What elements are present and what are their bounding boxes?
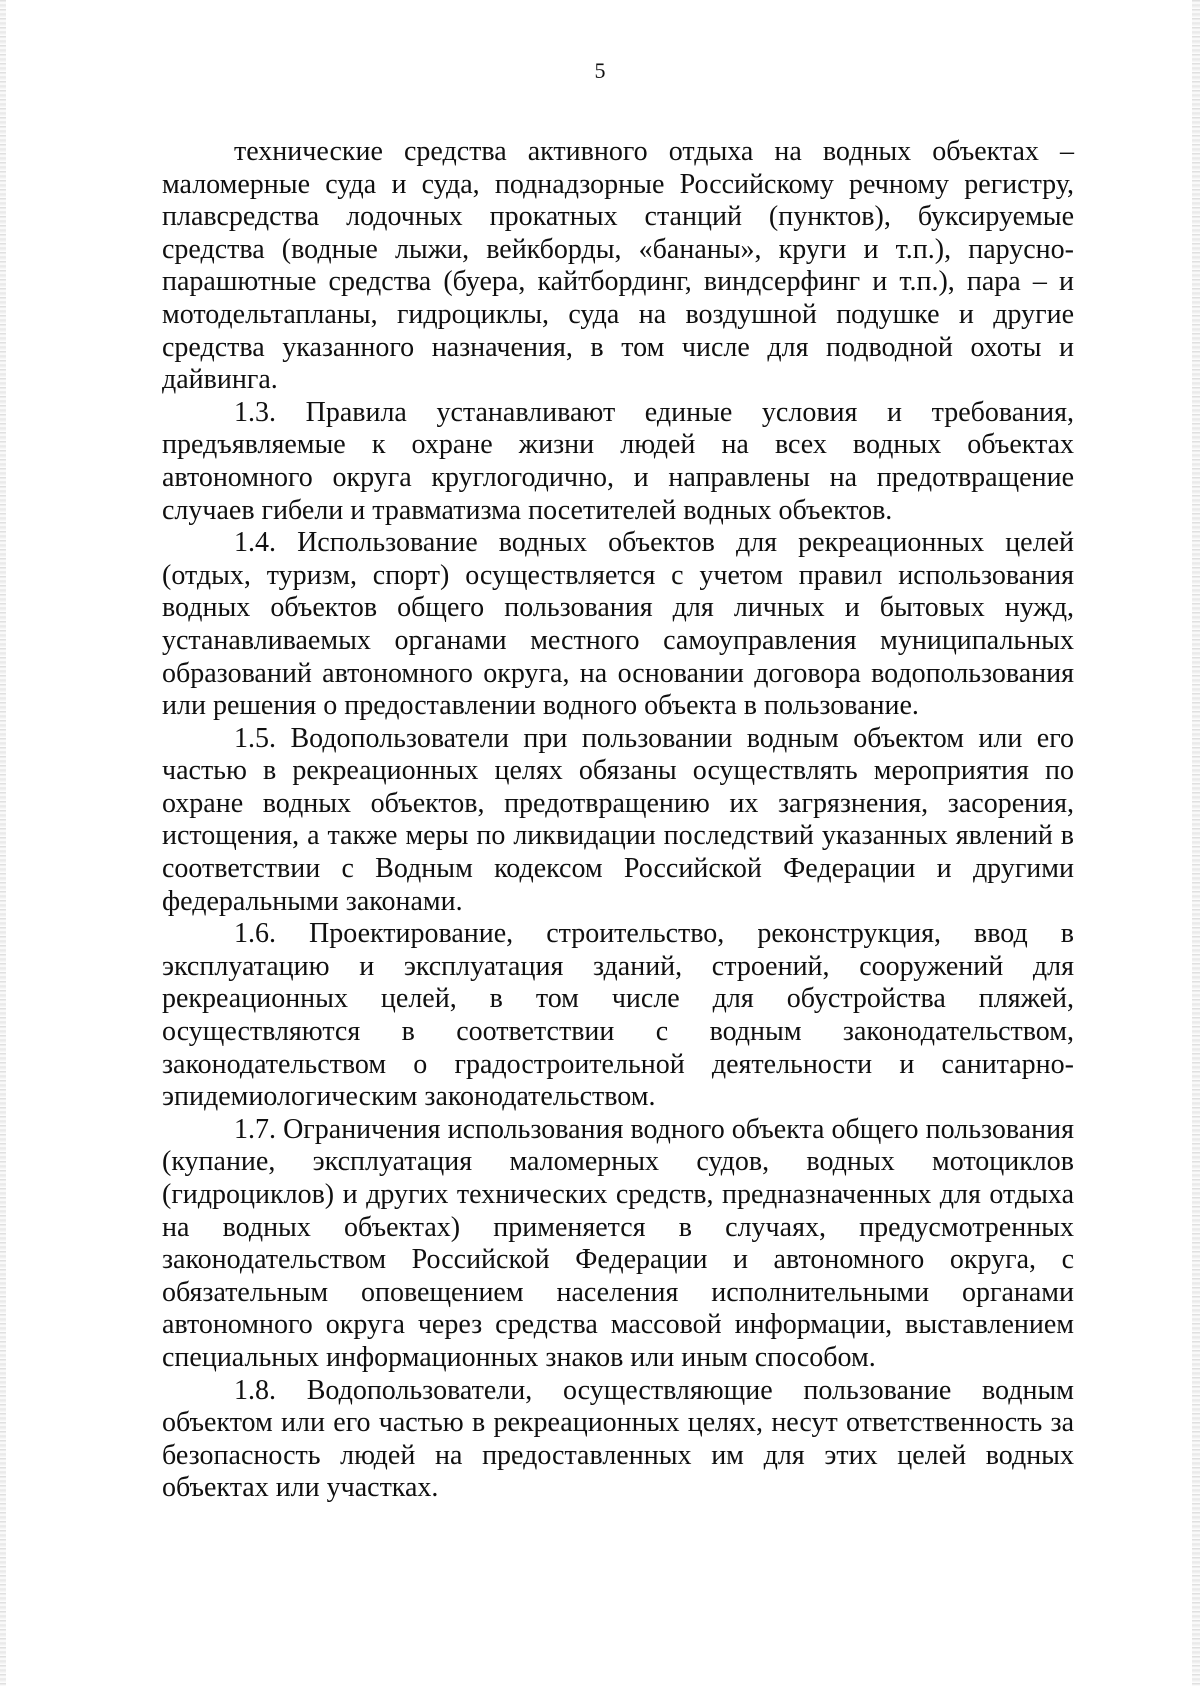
paragraph-1-7: 1.7. Ограничения использования водного объекта общего пользования (купание, эксплуатация маломерных судов, водных мотоциклов (гидроциклов) и других технических средств, предназначенных для отдыха на водных объектах) применяется в случаях, предусмотренных законодательством Российской Федерации и автономного округа, с обязательным оповещением населения исполнительными органами автономного округа через средства массовой информации, выставлением специальных информационных знаков или иным способом. (162, 1113, 1074, 1373)
scan-edge-right (1192, 0, 1200, 1686)
paragraph-1-8: 1.8. Водопользователи, осуществляющие пользование водным объектом или его частью в рекреационных целях, несут ответственность за безопасность людей на предоставленных им для этих целей водных объектах или участках. (162, 1374, 1074, 1504)
paragraph-1-3: 1.3. Правила устанавливают единые условия и требования, предъявляемые к охране жизни людей на всех водных объектах автономного округа круглогодично, и направлены на предотвращение случаев гибели и травматизма посетителей водных объектов. (162, 396, 1074, 526)
page-number: 5 (594, 58, 606, 83)
scan-edge-left (0, 0, 6, 1686)
paragraph-1-6: 1.6. Проектирование, строительство, реконструкция, ввод в эксплуатацию и эксплуатация зданий, строений, сооружений для рекреационных целей, в том числе для обустройства пляжей, осуществляются в соответствии с водным законодательством, законодательством о градостроительной деятельности и санитарно-эпидемиологическим законодательством. (162, 918, 1074, 1113)
paragraph-intro-continued: технические средства активного отдыха на водных объектах – маломерные суда и суда, поднадзорные Российскому речному регистру, плавсредства лодочных прокатных станций (пунктов), буксируемые средства (водные лыжи, вейкборды, «бананы», круги и т.п.), парусно-парашютные средства (буера, кайтбординг, виндсерфинг и т.п.), пара – и мотодельтапланы, гидроциклы, суда на воздушной подушке и другие средства указанного назначения, в том числе для подводной охоты и дайвинга. (162, 136, 1074, 396)
paragraph-1-5: 1.5. Водопользователи при пользовании водным объектом или его частью в рекреационных целях обязаны осуществлять мероприятия по охране водных объектов, предотвращению их загрязнения, засорения, истощения, а также меры по ликвидации последствий указанных явлений в соответствии с Водным кодексом Российской Федерации и другими федеральными законами. (162, 722, 1074, 917)
document-body (162, 136, 1074, 1505)
paragraph-1-4: 1.4. Использование водных объектов для рекреационных целей (отдых, туризм, спорт) осуществляется с учетом правил использования водных объектов общего пользования для личных и бытовых нужд, устанавливаемых органами местного самоуправления муниципальных образований автономного округа, на основании договора водопользования или решения о предоставлении водного объекта в пользование. (162, 527, 1074, 722)
